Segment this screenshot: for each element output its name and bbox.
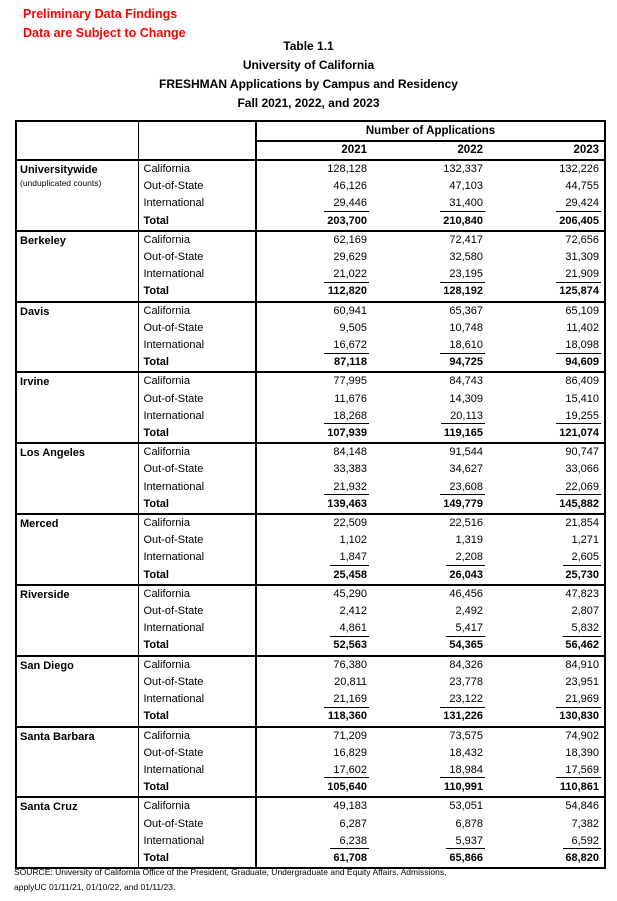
table-row: [16, 372, 605, 390]
residency-label: California: [138, 302, 256, 320]
campus-section: [16, 443, 605, 514]
value-cell: 210,840: [443, 214, 483, 227]
residency-label: Total: [138, 213, 256, 231]
table-row: [16, 656, 605, 674]
value-cell: 139,463: [327, 497, 367, 510]
value-cell: [256, 762, 372, 779]
table-row: [16, 727, 605, 745]
value-cell: [256, 195, 372, 212]
value-cell: [372, 549, 488, 566]
value-cell: [488, 691, 605, 708]
campus-section: [16, 727, 605, 798]
value-cell: 49,183: [333, 800, 367, 813]
residency-label: Total: [138, 779, 256, 797]
value-cell: 1,102: [339, 534, 367, 547]
value-cell: [372, 195, 488, 212]
table-number: Table 1.1: [283, 39, 334, 53]
underlined-value: 6,238: [330, 834, 369, 850]
value-cell: 128,128: [327, 163, 367, 175]
value-cell: 54,365: [449, 639, 483, 652]
underlined-value: 23,122: [440, 692, 485, 708]
residency-label: Out-of-State: [138, 674, 256, 691]
source-line-1: SOURCE: University of California Office of the President, Graduate, Undergraduate and Equity Affairs, Admissions,: [14, 867, 447, 877]
campus-cell: [16, 302, 138, 373]
value-cell: 94,609: [565, 356, 600, 369]
value-cell: 94,725: [449, 356, 483, 369]
residency-label: Out-of-State: [138, 178, 256, 195]
underlined-value: 21,169: [324, 692, 369, 708]
value-cell: 46,126: [333, 180, 367, 193]
underlined-value: 19,255: [556, 409, 601, 425]
value-cell: 74,902: [565, 729, 600, 742]
value-cell: 130,830: [559, 710, 600, 723]
campus-name: San Diego: [20, 659, 74, 672]
underlined-value: 22,069: [556, 480, 601, 496]
underlined-value: 17,569: [556, 763, 601, 779]
underlined-value: 23,195: [440, 267, 485, 283]
value-cell: 145,882: [559, 497, 600, 510]
residency-label: Out-of-State: [138, 745, 256, 762]
campus-cell: [16, 372, 138, 443]
value-cell: [372, 408, 488, 425]
value-cell: [372, 266, 488, 283]
underlined-value: 16,672: [324, 338, 369, 354]
residency-label: Out-of-State: [138, 320, 256, 337]
campus-cell: [16, 231, 138, 302]
underlined-value: 21,969: [556, 692, 601, 708]
value-cell: 203,700: [327, 214, 367, 227]
value-cell: [256, 479, 372, 496]
title-subject: FRESHMAN Applications by Campus and Residency: [159, 77, 458, 91]
value-cell: 118,360: [327, 710, 367, 723]
value-cell: 20,811: [334, 675, 367, 688]
underlined-value: 29,424: [556, 196, 601, 212]
residency-label: California: [138, 160, 256, 178]
value-cell: [488, 620, 605, 637]
campus-section: [16, 514, 605, 585]
value-cell: 128,192: [443, 285, 483, 298]
year-header-2021: 2021: [341, 144, 367, 156]
table-row: [16, 514, 605, 532]
value-cell: [372, 337, 488, 354]
value-cell: [488, 833, 605, 850]
value-cell: [488, 195, 605, 212]
residency-label: Out-of-State: [138, 461, 256, 478]
value-cell: 149,779: [443, 497, 483, 510]
value-cell: [256, 408, 372, 425]
value-cell: 206,405: [559, 214, 600, 227]
residency-label: California: [138, 443, 256, 461]
value-cell: 2,492: [455, 605, 483, 618]
table-row: [16, 302, 605, 320]
campus-name: Los Angeles: [20, 447, 85, 460]
value-cell: 22,509: [333, 517, 367, 530]
value-cell: [372, 620, 488, 637]
underlined-value: 20,113: [441, 409, 485, 425]
underlined-value: 18,268: [324, 409, 369, 425]
underlined-value: 5,417: [446, 621, 485, 637]
residency-label: Total: [138, 354, 256, 372]
value-cell: 15,410: [565, 392, 600, 405]
underlined-value: 18,098: [556, 338, 601, 354]
campus-cell: [16, 514, 138, 585]
value-cell: 112,820: [327, 285, 367, 298]
source-line-2: applyUC 01/11/21, 01/10/22, and 01/11/23.: [14, 881, 176, 892]
residency-label: International: [138, 762, 256, 779]
value-cell: 47,103: [449, 180, 483, 193]
corner-campus-cell: [16, 121, 138, 160]
campus-name: Santa Cruz: [20, 801, 78, 814]
underlined-value: 2,208: [446, 550, 485, 566]
value-cell: 65,367: [449, 304, 483, 317]
notice-line-2: Data are Subject to Change: [23, 26, 186, 40]
value-cell: 72,417: [449, 233, 483, 246]
value-cell: 1,271: [571, 534, 600, 547]
value-cell: [372, 691, 488, 708]
residency-label: International: [138, 195, 256, 212]
table-row: [16, 443, 605, 461]
value-cell: 90,747: [565, 446, 600, 459]
value-cell: [372, 479, 488, 496]
campus-name: Davis: [20, 305, 50, 318]
residency-label: Out-of-State: [138, 603, 256, 620]
table-header: [16, 121, 605, 160]
campus-section: [16, 302, 605, 373]
residency-label: Total: [138, 637, 256, 655]
value-cell: 84,910: [565, 658, 600, 671]
residency-label: International: [138, 479, 256, 496]
value-cell: 54,846: [565, 800, 600, 813]
residency-label: International: [138, 833, 256, 850]
value-cell: 56,462: [565, 639, 600, 652]
value-cell: 52,563: [333, 639, 367, 652]
campus-section: [16, 797, 605, 868]
value-cell: 61,708: [333, 851, 367, 864]
underlined-value: 21,022: [324, 267, 369, 283]
value-cell: 132,226: [559, 163, 600, 175]
residency-label: Total: [138, 496, 256, 514]
residency-label: California: [138, 656, 256, 674]
value-cell: 84,326: [449, 658, 483, 671]
residency-label: California: [138, 231, 256, 249]
value-cell: [256, 549, 372, 566]
value-cell: 72,656: [565, 233, 600, 246]
value-cell: 2,412: [339, 605, 367, 618]
value-cell: 32,580: [449, 251, 483, 264]
underlined-value: 6,592: [563, 834, 602, 850]
value-cell: 33,383: [333, 463, 367, 476]
value-cell: 76,380: [333, 658, 367, 671]
title-university: University of California: [242, 58, 375, 72]
value-cell: 53,051: [449, 800, 483, 813]
campus-name: Berkeley: [20, 234, 66, 247]
value-cell: 16,829: [333, 746, 367, 759]
value-cell: 110,991: [443, 781, 483, 794]
campus-name: Universitywide: [20, 164, 98, 176]
campus-name: Merced: [20, 518, 59, 531]
value-cell: 62,169: [333, 233, 367, 246]
campus-name: Santa Barbara: [20, 730, 95, 743]
corner-residency-cell: [138, 121, 256, 160]
residency-label: California: [138, 372, 256, 390]
residency-label: Total: [138, 850, 256, 868]
value-cell: 25,458: [333, 568, 367, 581]
value-cell: 73,575: [449, 729, 483, 742]
residency-label: International: [138, 549, 256, 566]
table-row: [16, 585, 605, 603]
value-cell: [372, 762, 488, 779]
value-cell: [488, 762, 605, 779]
underlined-value: 5,832: [563, 621, 602, 637]
value-cell: 10,748: [449, 321, 483, 334]
campus-cell: [16, 797, 138, 868]
group-header-label: Number of Applications: [256, 121, 605, 141]
underlined-value: 23,608: [440, 480, 485, 496]
value-cell: 125,874: [559, 285, 600, 298]
value-cell: 14,309: [449, 392, 483, 405]
underlined-value: 18,984: [440, 763, 485, 779]
residency-label: International: [138, 691, 256, 708]
value-cell: 9,505: [339, 321, 367, 334]
value-cell: 68,820: [565, 851, 600, 864]
table-row: [16, 231, 605, 249]
campus-section: [16, 160, 605, 231]
residency-label: California: [138, 514, 256, 532]
value-cell: 29,629: [333, 251, 367, 264]
underlined-value: 5,937: [446, 834, 485, 850]
value-cell: 132,337: [443, 163, 483, 175]
year-header-2022: 2022: [457, 144, 483, 156]
residency-label: California: [138, 585, 256, 603]
table-row: [16, 160, 605, 178]
residency-label: California: [138, 797, 256, 815]
value-cell: 6,287: [339, 817, 367, 830]
value-cell: [256, 337, 372, 354]
campus-cell: [16, 727, 138, 798]
value-cell: 86,409: [565, 375, 600, 388]
table-row: [16, 797, 605, 815]
value-cell: 7,382: [571, 817, 600, 830]
residency-label: Out-of-State: [138, 532, 256, 549]
value-cell: 47,823: [565, 587, 600, 600]
value-cell: 34,627: [449, 463, 483, 476]
value-cell: 77,995: [333, 375, 367, 388]
residency-label: International: [138, 620, 256, 637]
value-cell: 105,640: [327, 781, 367, 794]
value-cell: 45,290: [333, 587, 367, 600]
value-cell: 60,941: [333, 304, 367, 317]
campus-cell: [16, 585, 138, 656]
underlined-value: 21,932: [324, 480, 369, 496]
residency-label: California: [138, 727, 256, 745]
table-title-block: [0, 37, 617, 113]
value-cell: 18,432: [449, 746, 483, 759]
underlined-value: 4,861: [330, 621, 369, 637]
title-terms: Fall 2021, 2022, and 2023: [237, 96, 380, 110]
campus-section: [16, 231, 605, 302]
campus-cell: [16, 160, 138, 231]
value-cell: 26,043: [449, 568, 483, 581]
value-cell: 84,148: [333, 446, 367, 459]
value-cell: 107,939: [327, 427, 367, 440]
value-cell: 119,165: [443, 427, 483, 440]
value-cell: 87,118: [333, 356, 367, 369]
residency-label: Total: [138, 567, 256, 585]
value-cell: 131,226: [443, 710, 483, 723]
value-cell: 11,676: [334, 392, 367, 405]
residency-label: International: [138, 337, 256, 354]
year-header-2023: 2023: [573, 144, 600, 156]
value-cell: 2,807: [571, 605, 600, 618]
underlined-value: 17,602: [324, 763, 369, 779]
value-cell: 23,951: [565, 675, 600, 688]
value-cell: 22,516: [449, 517, 483, 530]
value-cell: [372, 833, 488, 850]
value-cell: 33,066: [565, 463, 600, 476]
value-cell: 91,544: [449, 446, 483, 459]
value-cell: [256, 691, 372, 708]
underlined-value: 1,847: [330, 550, 369, 566]
value-cell: 6,878: [455, 817, 483, 830]
value-cell: [488, 408, 605, 425]
residency-label: Out-of-State: [138, 391, 256, 408]
value-cell: 1,319: [455, 534, 483, 547]
value-cell: [256, 620, 372, 637]
value-cell: 31,309: [565, 251, 600, 264]
underlined-value: 29,446: [324, 196, 369, 212]
value-cell: 11,402: [566, 321, 600, 334]
value-cell: [488, 266, 605, 283]
underlined-value: 2,605: [563, 550, 602, 566]
value-cell: [488, 479, 605, 496]
value-cell: 121,074: [559, 427, 600, 440]
notice-line-1: Preliminary Data Findings: [23, 7, 178, 21]
value-cell: 84,743: [449, 375, 483, 388]
residency-label: Total: [138, 425, 256, 443]
applications-table: [15, 120, 606, 869]
value-cell: [488, 549, 605, 566]
residency-label: International: [138, 408, 256, 425]
campus-name: Irvine: [20, 376, 50, 389]
campus-section: [16, 585, 605, 656]
campus-section: [16, 656, 605, 727]
campus-section: [16, 372, 605, 443]
value-cell: 25,730: [565, 568, 600, 581]
campus-cell: [16, 443, 138, 514]
value-cell: [488, 337, 605, 354]
campus-cell: [16, 656, 138, 727]
value-cell: [256, 266, 372, 283]
value-cell: 21,854: [565, 517, 600, 530]
value-cell: 23,778: [449, 675, 483, 688]
residency-label: Out-of-State: [138, 249, 256, 266]
value-cell: 110,861: [559, 781, 600, 794]
residency-label: Out-of-State: [138, 816, 256, 833]
value-cell: [256, 833, 372, 850]
residency-label: International: [138, 266, 256, 283]
campus-name: Riverside: [20, 588, 70, 601]
value-cell: 65,866: [449, 851, 483, 864]
underlined-value: 21,909: [556, 267, 601, 283]
value-cell: 18,390: [565, 746, 600, 759]
underlined-value: 31,400: [440, 196, 485, 212]
group-header-row: [16, 121, 605, 141]
underlined-value: 18,610: [440, 338, 485, 354]
value-cell: 44,755: [565, 180, 600, 193]
campus-note: (unduplicated counts): [20, 178, 102, 188]
value-cell: 65,109: [565, 304, 600, 317]
residency-label: Total: [138, 708, 256, 726]
value-cell: 46,456: [449, 587, 483, 600]
source-note: [14, 865, 606, 894]
residency-label: Total: [138, 283, 256, 301]
value-cell: 71,209: [333, 729, 367, 742]
